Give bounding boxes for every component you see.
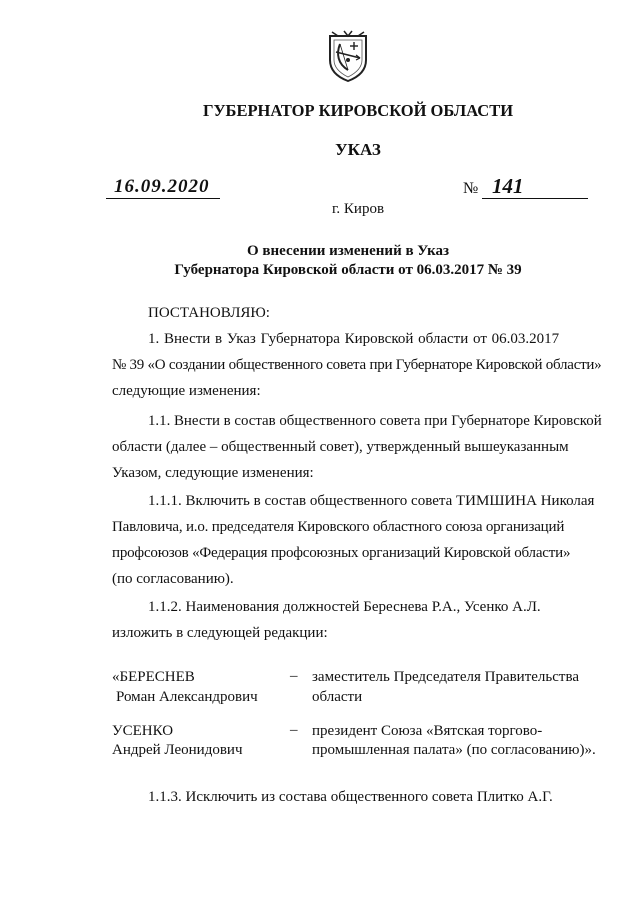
member-dash: – bbox=[290, 668, 298, 684]
member-position-line: области bbox=[312, 689, 363, 705]
paragraph-line: 1.1. Внести в состав общественного совета при Губернаторе Кировской bbox=[148, 413, 602, 429]
paragraph-line: изложить в следующей редакции: bbox=[112, 625, 328, 641]
date-underline bbox=[106, 198, 220, 199]
paragraph-line: № 39 «О создании общественного совета при Губернаторе Кировской области» bbox=[112, 357, 602, 373]
subject-line: О внесении изменений в Указ bbox=[246, 243, 450, 259]
member-position-line: заместитель Председателя Правительства bbox=[312, 669, 580, 685]
number-label: № bbox=[463, 180, 479, 197]
member-position-line: президент Союза «Вятская торгово- bbox=[312, 723, 543, 739]
number-underline bbox=[482, 198, 588, 199]
member-position-line: промышленная палата» (по согласованию)». bbox=[312, 742, 596, 758]
document-type: УКАЗ bbox=[335, 140, 381, 159]
document-subject bbox=[0, 242, 640, 280]
document-date: 16.09.2020 bbox=[114, 176, 210, 197]
paragraph-line: (по согласованию). bbox=[112, 571, 234, 587]
paragraph-line: Павловича, и.о. председателя Кировского областного союза организаций bbox=[112, 519, 565, 535]
member-dash: – bbox=[290, 722, 298, 738]
paragraph-line: 1.1.3. Исключить из состава общественного совета Плитко А.Г. bbox=[148, 789, 553, 805]
paragraph-line: профсоюзов «Федерация профсоюзных организаций Кировской области» bbox=[112, 545, 571, 561]
paragraph-line: Указом, следующие изменения: bbox=[112, 465, 314, 481]
paragraph-line: 1. Внести в Указ Губернатора Кировской области от 06.03.2017 bbox=[148, 331, 560, 347]
paragraph-line: следующие изменения: bbox=[112, 383, 261, 399]
paragraph-line: области (далее – общественный совет), утвержденный вышеуказанным bbox=[112, 439, 569, 455]
member-surname: «БЕРЕСНЕВ bbox=[112, 669, 195, 685]
paragraph-line: 1.1.1. Включить в состав общественного совета ТИМШИНА Николая bbox=[148, 493, 595, 509]
subject-line: Губернатора Кировской области от 06.03.2017 № 39 bbox=[174, 262, 522, 278]
document-number: 141 bbox=[492, 174, 524, 198]
member-name: Роман Александрович bbox=[116, 689, 258, 705]
city: г. Киров bbox=[331, 201, 385, 217]
member-name: Андрей Леонидович bbox=[112, 742, 243, 758]
paragraph-line: 1.1.2. Наименования должностей Береснева Р.А., Усенко А.Л. bbox=[148, 599, 541, 615]
organization-title: ГУБЕРНАТОР КИРОВСКОЙ ОБЛАСТИ bbox=[202, 101, 514, 120]
decree-word: ПОСТАНОВЛЯЮ: bbox=[148, 305, 270, 321]
kirov-coat-of-arms-icon bbox=[326, 30, 370, 82]
member-surname: УСЕНКО bbox=[112, 723, 174, 739]
